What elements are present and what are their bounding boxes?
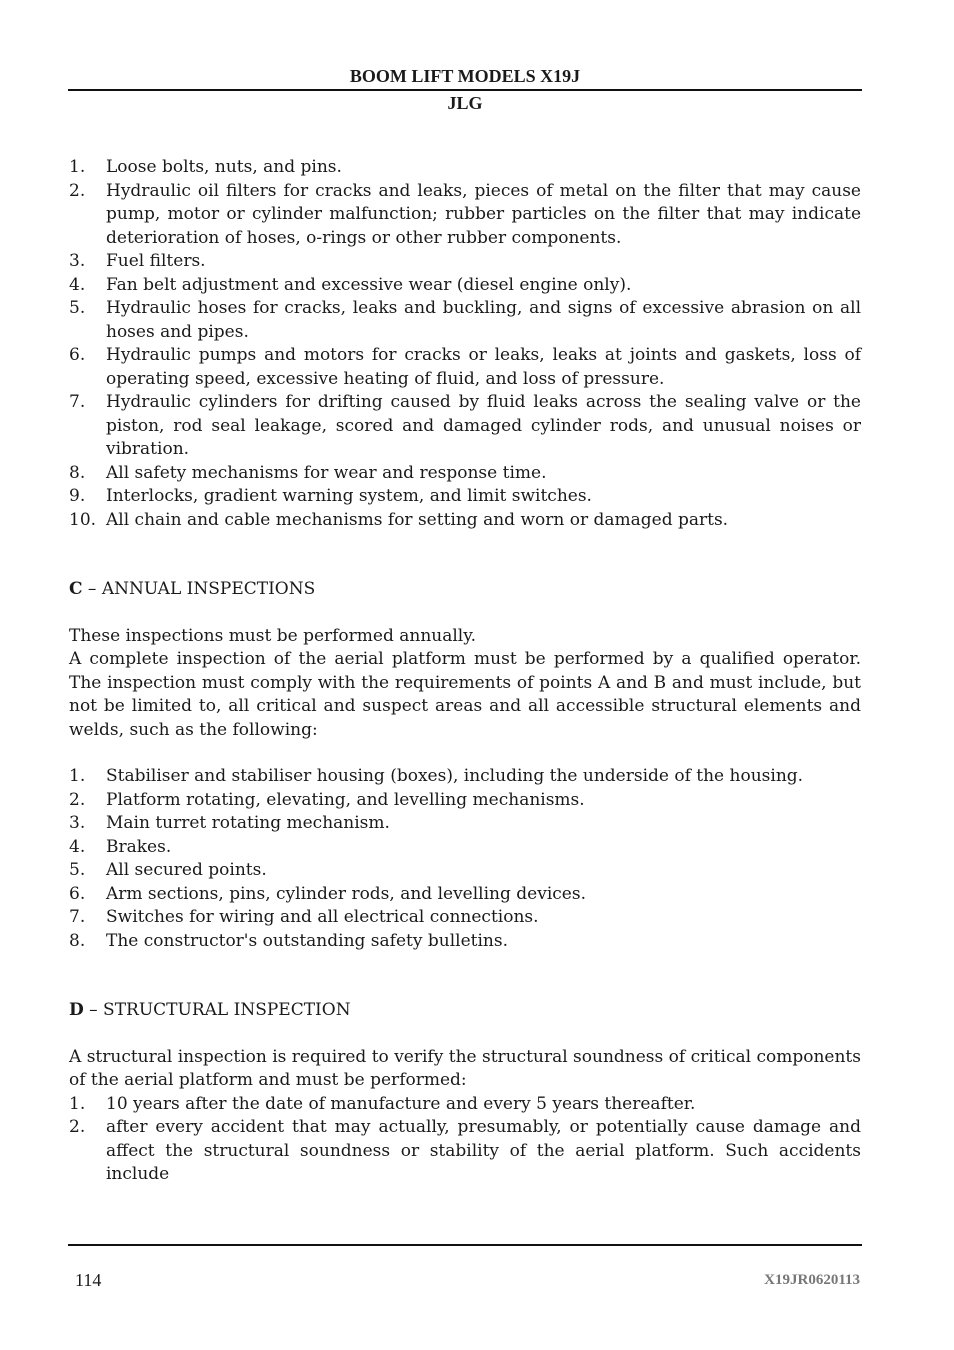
list-item-text: All safety mechanisms for wear and response time. bbox=[106, 462, 547, 483]
list-item bbox=[69, 812, 861, 836]
list-item-text: Fan belt adjustment and excessive wear (diesel engine only). bbox=[106, 274, 632, 295]
annual-inspection-list bbox=[69, 765, 861, 953]
list-item bbox=[69, 485, 861, 509]
inspection-list-top bbox=[69, 156, 861, 532]
list-item-text: Fuel filters. bbox=[106, 251, 206, 271]
list-item-text: Platform rotating, elevating, and levelling mechanisms. bbox=[106, 789, 585, 810]
section-heading-annual bbox=[69, 578, 861, 602]
list-item bbox=[69, 156, 861, 180]
list-item bbox=[69, 250, 861, 274]
list-item bbox=[69, 789, 861, 813]
list-item-number: 8. bbox=[69, 930, 86, 951]
list-item bbox=[69, 930, 861, 954]
list-item bbox=[69, 836, 861, 860]
list-item-number: 1. bbox=[69, 1093, 86, 1114]
list-item bbox=[69, 180, 861, 251]
footer-divider bbox=[68, 1244, 862, 1246]
list-item-number: 5. bbox=[69, 298, 86, 318]
list-item bbox=[69, 462, 861, 486]
section-letter: C bbox=[69, 579, 83, 599]
header-title: BOOM LIFT MODELS X19J bbox=[68, 66, 862, 91]
list-item-number: 4. bbox=[69, 836, 86, 857]
section-title: – ANNUAL INSPECTIONS bbox=[82, 579, 316, 599]
list-item-number: 1. bbox=[69, 766, 86, 786]
list-item bbox=[69, 1116, 861, 1187]
list-item-number: 7. bbox=[69, 907, 86, 927]
list-item-number: 2. bbox=[69, 180, 86, 201]
list-item bbox=[69, 391, 861, 462]
list-item-number: 5. bbox=[69, 860, 86, 880]
list-item-text: Main turret rotating mechanism. bbox=[106, 813, 390, 833]
list-item-text: Stabiliser and stabiliser housing (boxes), including the underside of the housing. bbox=[106, 766, 804, 786]
list-item bbox=[69, 509, 861, 533]
spacer bbox=[69, 742, 861, 765]
list-item-text: The constructor's outstanding safety bulletins. bbox=[106, 930, 508, 951]
list-item-number: 1. bbox=[69, 157, 86, 177]
list-item bbox=[69, 297, 861, 344]
list-item-text: Switches for wiring and all electrical connections. bbox=[106, 907, 539, 927]
list-item-text: Hydraulic pumps and motors for cracks or leaks, leaks at joints and gaskets, loss of operating speed, excessive heating of fluid, and loss of pressure. bbox=[106, 345, 861, 389]
page-header bbox=[68, 66, 862, 114]
list-item bbox=[69, 274, 861, 298]
list-item bbox=[69, 859, 861, 883]
page-number: 114 bbox=[75, 1270, 102, 1290]
list-item-text: All secured points. bbox=[106, 860, 267, 880]
page-content bbox=[69, 156, 861, 1187]
list-item-text: Hydraulic oil filters for cracks and leaks, pieces of metal on the filter that may cause pump, motor or cylinder malfunction; rubber particles on the filter that may indicate deterioration of hoses, o-rings or other rubber components. bbox=[106, 180, 861, 248]
list-item-number: 6. bbox=[69, 345, 86, 365]
document-code: X19JR0620113 bbox=[764, 1272, 860, 1288]
list-item-text: 10 years after the date of manufacture and every 5 years thereafter. bbox=[106, 1093, 696, 1114]
paragraph: These inspections must be performed annually. bbox=[69, 625, 476, 646]
list-item-text: Loose bolts, nuts, and pins. bbox=[106, 157, 342, 177]
list-item-text: Hydraulic cylinders for drifting caused by fluid leaks across the sealing valve or the piston, rod seal leakage, scored and damaged cylinder rods, and unusual noises or vibration. bbox=[106, 392, 861, 459]
list-item-number: 9. bbox=[69, 486, 86, 506]
list-item-number: 2. bbox=[69, 789, 86, 810]
section-title: – STRUCTURAL INSPECTION bbox=[83, 1000, 351, 1020]
list-item-text: Brakes. bbox=[106, 836, 172, 857]
section-heading-structural bbox=[69, 999, 861, 1023]
list-item-number: 10. bbox=[69, 509, 97, 530]
list-item-number: 3. bbox=[69, 251, 86, 271]
paragraph: A structural inspection is required to verify the structural soundness of critical components of the aerial platform and must be performed: bbox=[69, 1046, 861, 1090]
list-item-number: 2. bbox=[69, 1117, 86, 1137]
list-item-text: after every accident that may actually, presumably, or potentially cause damage and affect the structural soundness or stability of the aerial platform. Such accidents include bbox=[106, 1117, 861, 1184]
list-item-text: Hydraulic hoses for cracks, leaks and buckling, and signs of excessive abrasion on all hoses and pipes. bbox=[106, 298, 861, 342]
list-item-text: Interlocks, gradient warning system, and limit switches. bbox=[106, 486, 592, 506]
header-brand: JLG bbox=[447, 93, 483, 113]
paragraph: A complete inspection of the aerial platform must be performed by a qualified operator. The inspection must comply with the requirements of points A and B and must include, but not be limited to, all critical and suspect areas and all accessible structural elements and welds, such as the following: bbox=[69, 649, 861, 740]
list-item bbox=[69, 1093, 861, 1117]
section-letter: D bbox=[69, 1000, 84, 1020]
list-item-number: 4. bbox=[69, 274, 86, 295]
structural-inspection-list bbox=[69, 1093, 861, 1187]
list-item-number: 7. bbox=[69, 392, 86, 412]
list-item-number: 3. bbox=[69, 813, 86, 833]
list-item bbox=[69, 883, 861, 907]
list-item bbox=[69, 765, 861, 789]
list-item bbox=[69, 344, 861, 391]
list-item-number: 6. bbox=[69, 883, 86, 904]
list-item-text: Arm sections, pins, cylinder rods, and levelling devices. bbox=[106, 883, 586, 904]
list-item bbox=[69, 906, 861, 930]
list-item-text: All chain and cable mechanisms for setting and worn or damaged parts. bbox=[106, 509, 729, 530]
list-item-number: 8. bbox=[69, 462, 86, 483]
